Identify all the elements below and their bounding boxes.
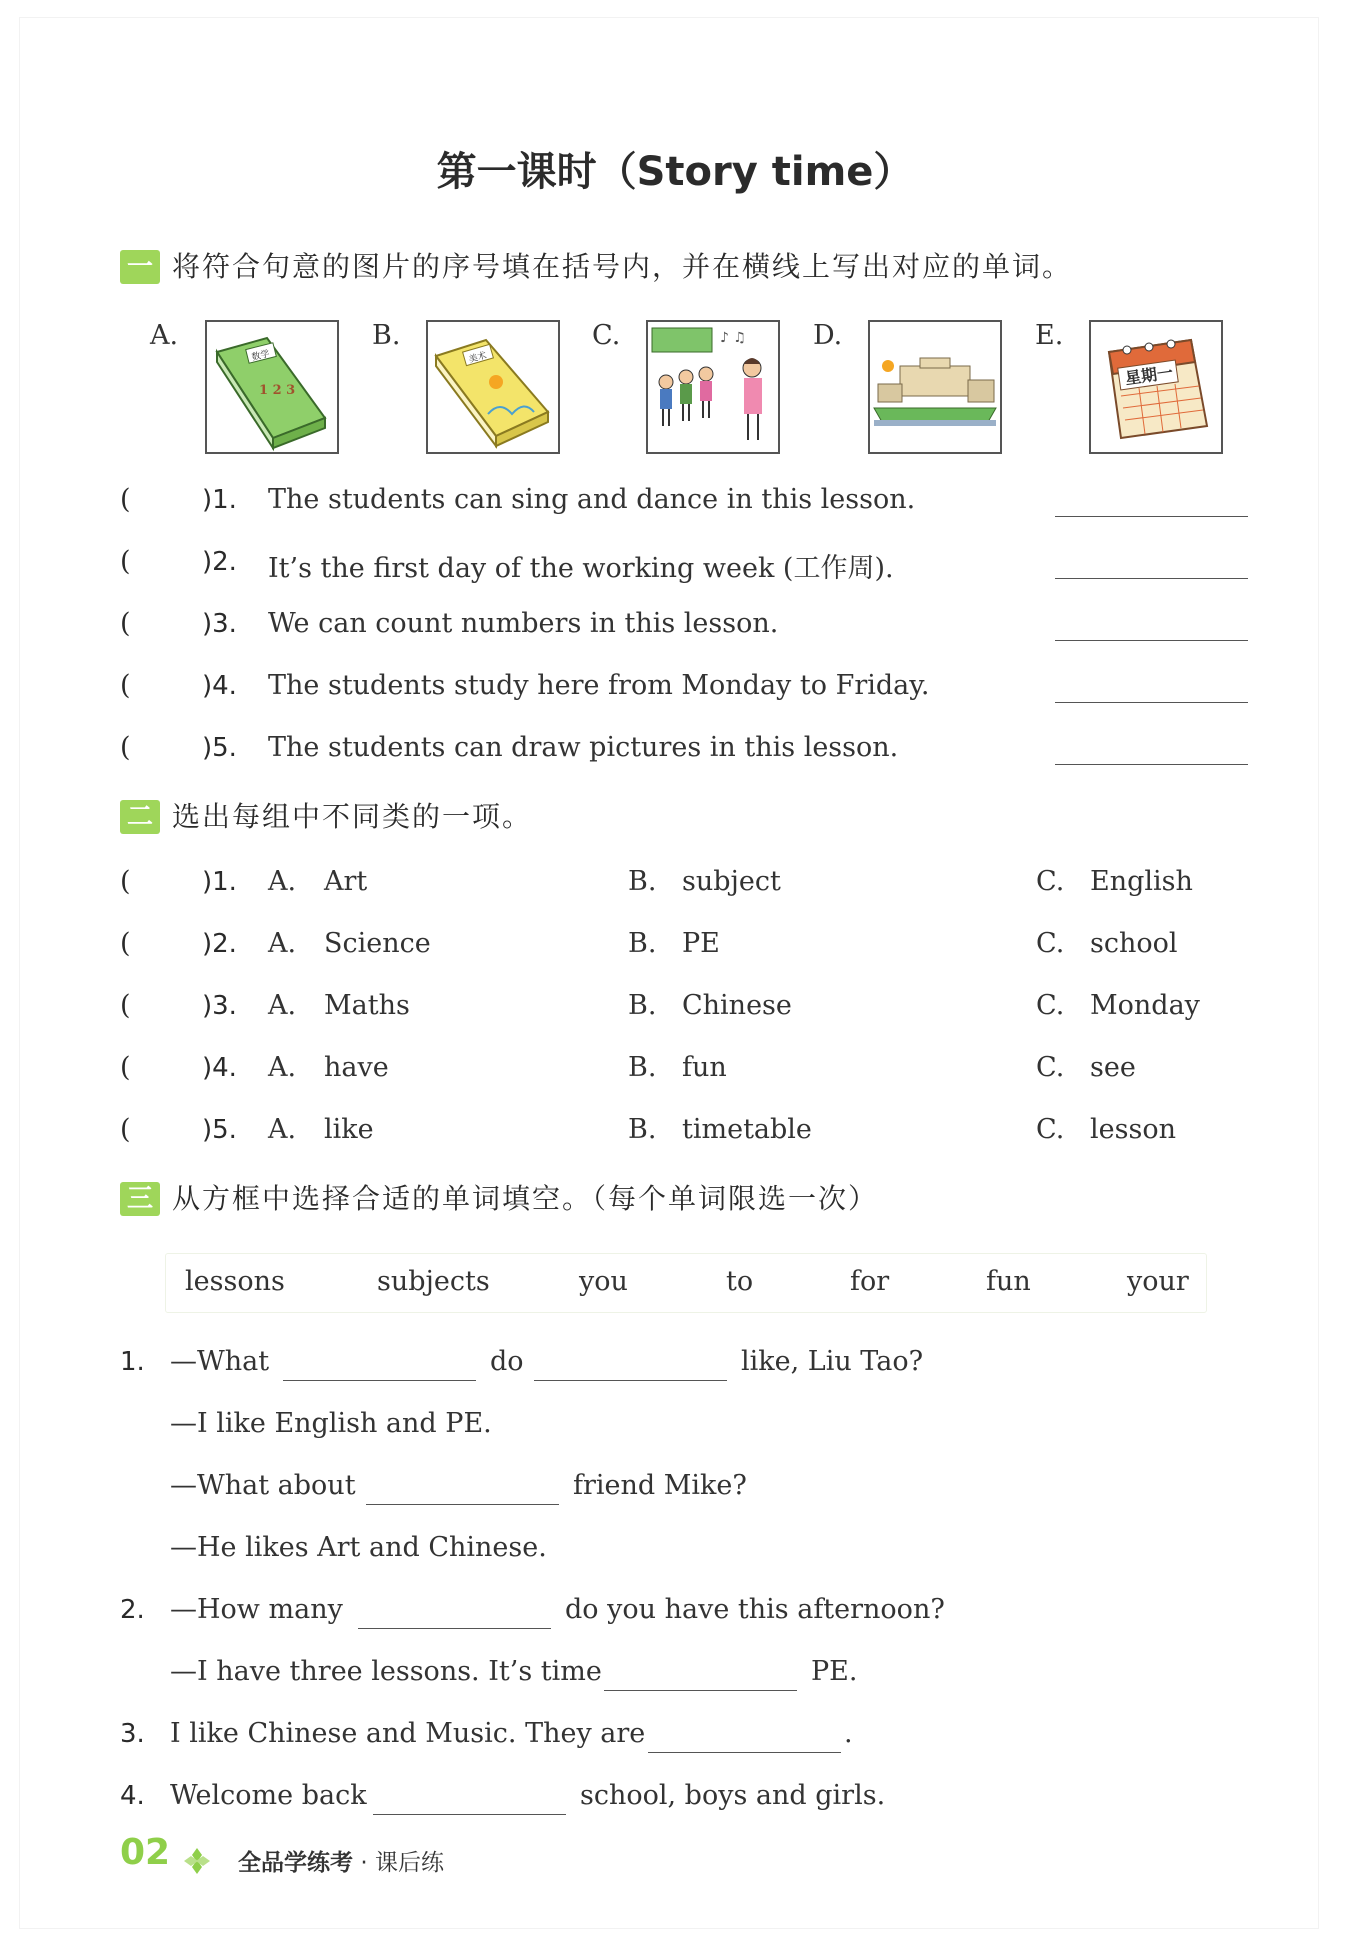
picture-c-letter: C. xyxy=(592,320,621,351)
footer-subtitle: 课后练 xyxy=(374,1850,444,1876)
answer-paren: ( xyxy=(120,732,131,763)
fill-blank[interactable] xyxy=(534,1380,727,1381)
word-bank-item: lessons xyxy=(185,1266,285,1297)
fill-blank[interactable] xyxy=(373,1814,566,1815)
fill-blank[interactable] xyxy=(283,1380,476,1381)
picture-a-box xyxy=(205,320,339,454)
answer-paren: ( xyxy=(120,1052,131,1083)
answer-paren: ( xyxy=(120,484,131,515)
question-number: )3. xyxy=(202,609,237,639)
answer-blank[interactable] xyxy=(1055,516,1248,517)
sentence-text: Welcome back xyxy=(170,1780,367,1811)
fill-blank[interactable] xyxy=(604,1690,797,1691)
footer-brand xyxy=(238,1844,444,1877)
option-b-letter: B. xyxy=(628,928,657,959)
brand-name: 全品学练考 xyxy=(238,1850,353,1876)
calendar-label: 星期一 xyxy=(1123,362,1175,389)
option-b-text: fun xyxy=(682,1052,727,1083)
question-number: )1. xyxy=(202,867,237,897)
dialogue-text: —What xyxy=(170,1346,270,1377)
answer-blank[interactable] xyxy=(1055,702,1248,703)
book-a-label: 数学 xyxy=(250,349,271,364)
calendar-monday-icon xyxy=(1091,322,1221,452)
word-bank-item: your xyxy=(1127,1266,1189,1297)
answer-paren: ( xyxy=(120,546,131,577)
page-title: 第一课时（Story time） xyxy=(436,149,914,195)
art-book-icon xyxy=(428,322,558,452)
question-number: )1. xyxy=(202,485,237,515)
option-b-text: subject xyxy=(682,866,781,897)
option-a-letter: A. xyxy=(268,866,297,897)
option-b-text: timetable xyxy=(682,1114,812,1145)
option-b-letter: B. xyxy=(628,1052,657,1083)
answer-blank[interactable] xyxy=(1055,640,1248,641)
dialogue-text: like, Liu Tao? xyxy=(741,1346,924,1377)
book-a-numbers: 1 2 3 xyxy=(259,383,296,398)
answer-paren: ( xyxy=(120,866,131,897)
section-2-badge: 二 xyxy=(120,800,160,834)
book-b-label: 美术 xyxy=(467,350,488,366)
option-c-letter: C. xyxy=(1036,1052,1065,1083)
option-b-text: PE xyxy=(682,928,720,959)
picture-d-letter: D. xyxy=(813,320,843,351)
option-c-text: school xyxy=(1090,928,1178,959)
section-2-instruction: 选出每组中不同类的一项。 xyxy=(172,800,533,833)
option-c-letter: C. xyxy=(1036,866,1065,897)
school-building-icon xyxy=(870,322,1000,452)
question-text: The students can draw pictures in this lesson. xyxy=(268,732,899,763)
word-bank-item: for xyxy=(850,1266,890,1297)
dialogue-text: friend Mike? xyxy=(573,1470,747,1501)
option-b-letter: B. xyxy=(628,990,657,1021)
answer-paren: ( xyxy=(120,608,131,639)
question-text: It’s the first day of the working week (工作周). xyxy=(268,553,894,584)
dialogue-text: PE. xyxy=(811,1656,858,1687)
answer-paren: ( xyxy=(120,1114,131,1145)
option-c-letter: C. xyxy=(1036,990,1065,1021)
word-bank-item: to xyxy=(726,1266,754,1297)
option-a-letter: A. xyxy=(268,990,297,1021)
fill-blank[interactable] xyxy=(366,1504,559,1505)
section-3-instruction: 从方框中选择合适的单词填空。（每个单词限选一次） xyxy=(172,1182,879,1215)
option-a-letter: A. xyxy=(268,928,297,959)
option-a-text: like xyxy=(324,1114,374,1145)
answer-blank[interactable] xyxy=(1055,578,1248,579)
section-3-badge: 三 xyxy=(120,1182,160,1216)
dialogue-text: do xyxy=(490,1346,524,1377)
question-number: )4. xyxy=(202,671,237,701)
sentence-text: school, boys and girls. xyxy=(580,1780,886,1811)
option-c-text: English xyxy=(1090,866,1193,897)
word-bank-item: you xyxy=(579,1266,628,1297)
option-c-text: see xyxy=(1090,1052,1136,1083)
answer-paren: ( xyxy=(120,990,131,1021)
option-c-letter: C. xyxy=(1036,928,1065,959)
option-b-letter: B. xyxy=(628,866,657,897)
question-text: The students can sing and dance in this lesson. xyxy=(268,484,916,515)
option-b-text: Chinese xyxy=(682,990,792,1021)
picture-e-letter: E. xyxy=(1035,320,1064,351)
section-1-badge: 一 xyxy=(120,250,160,284)
clover-icon xyxy=(182,1846,212,1876)
answer-paren: ( xyxy=(120,670,131,701)
page-number: 02 xyxy=(120,1832,171,1873)
maths-book-icon xyxy=(207,322,337,452)
section-1-instruction: 将符合句意的图片的序号填在括号内，并在横线上写出对应的单词。 xyxy=(172,250,1073,283)
word-bank-item: fun xyxy=(986,1266,1031,1297)
picture-b-letter: B. xyxy=(372,320,401,351)
option-a-letter: A. xyxy=(268,1114,297,1145)
question-number: )4. xyxy=(202,1053,237,1083)
option-c-letter: C. xyxy=(1036,1114,1065,1145)
option-c-text: lesson xyxy=(1090,1114,1176,1145)
picture-c-box xyxy=(646,320,780,454)
dialogue-text: —He likes Art and Chinese. xyxy=(170,1532,547,1563)
word-bank-item: subjects xyxy=(377,1266,490,1297)
dialogue-text: —I have three lessons. It’s time xyxy=(170,1656,602,1687)
picture-a-letter: A. xyxy=(150,320,179,351)
dialogue-text: —What about xyxy=(170,1470,356,1501)
item-number: 4. xyxy=(120,1781,145,1811)
dialogue-text: —How many xyxy=(170,1594,343,1625)
word-bank-box xyxy=(165,1253,1207,1313)
option-a-text: have xyxy=(324,1052,389,1083)
option-a-text: Maths xyxy=(324,990,410,1021)
dialogue-text: do you have this afternoon? xyxy=(565,1594,945,1625)
worksheet-page xyxy=(20,18,1318,1928)
picture-d-box xyxy=(868,320,1002,454)
option-a-text: Art xyxy=(324,866,368,897)
answer-blank[interactable] xyxy=(1055,764,1248,765)
sentence-text: I like Chinese and Music. They are xyxy=(170,1718,646,1749)
option-c-text: Monday xyxy=(1090,990,1200,1021)
picture-e-box xyxy=(1089,320,1223,454)
question-number: )5. xyxy=(202,733,237,763)
option-b-letter: B. xyxy=(628,1114,657,1145)
question-number: )2. xyxy=(202,929,237,959)
answer-paren: ( xyxy=(120,928,131,959)
question-text: The students study here from Monday to Friday. xyxy=(268,670,930,701)
question-number: )2. xyxy=(202,547,237,577)
fill-blank[interactable] xyxy=(358,1628,551,1629)
option-a-text: Science xyxy=(324,928,431,959)
sentence-text: . xyxy=(844,1718,853,1749)
footer-separator: · xyxy=(360,1850,368,1876)
option-a-letter: A. xyxy=(268,1052,297,1083)
question-number: )3. xyxy=(202,991,237,1021)
music-lesson-icon xyxy=(648,322,778,452)
picture-b-box xyxy=(426,320,560,454)
item-number: 1. xyxy=(120,1347,145,1377)
fill-blank[interactable] xyxy=(648,1752,841,1753)
question-text: We can count numbers in this lesson. xyxy=(268,608,779,639)
question-number: )5. xyxy=(202,1115,237,1145)
dialogue-text: —I like English and PE. xyxy=(170,1408,492,1439)
item-number: 3. xyxy=(120,1719,145,1749)
svg-text:♪ ♫: ♪ ♫ xyxy=(720,330,746,346)
item-number: 2. xyxy=(120,1595,145,1625)
